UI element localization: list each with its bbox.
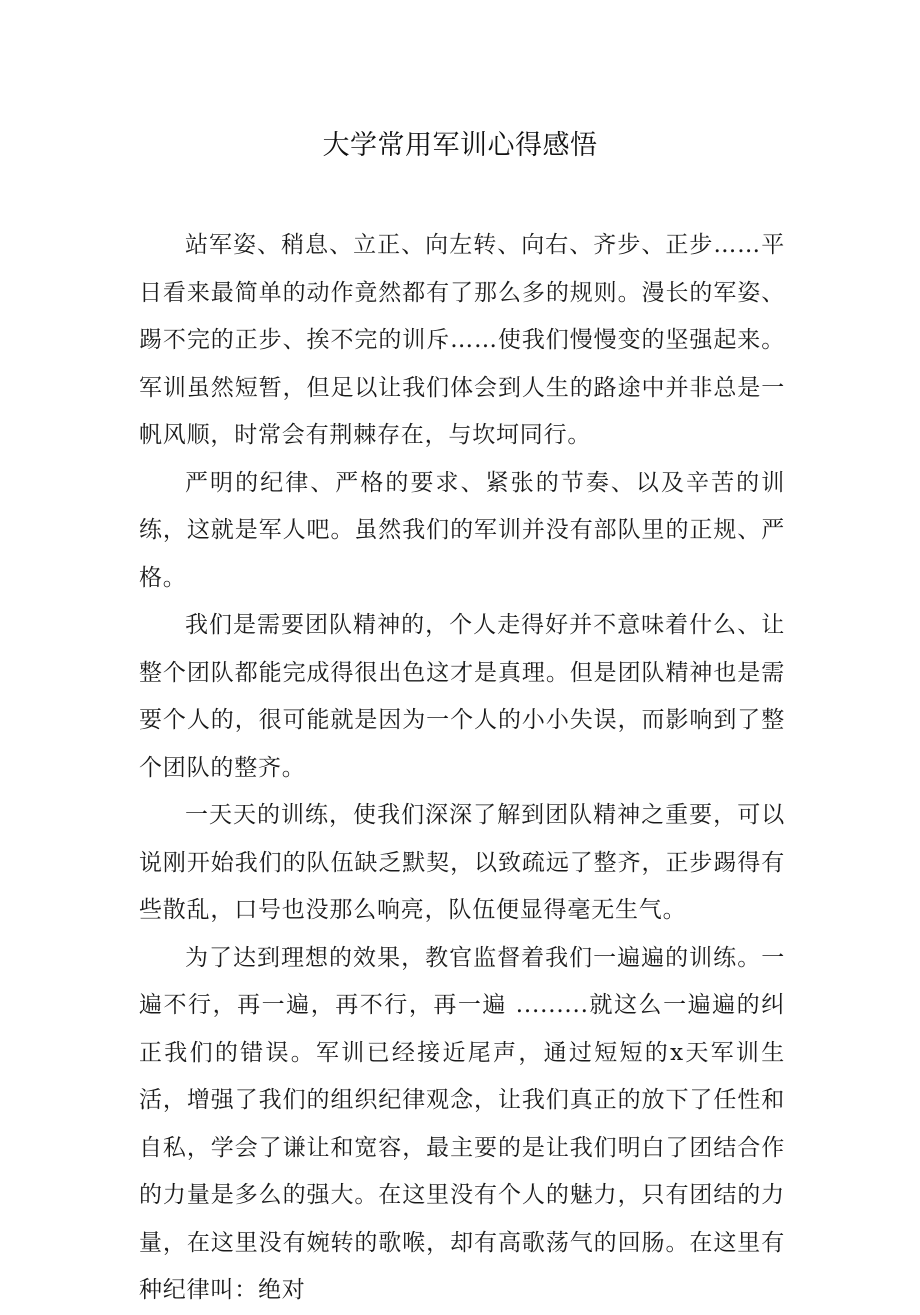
document-body [139, 222, 785, 1315]
paragraph-3: 我们是需要团队精神的，个人走得好并不意味着什么、让整个团队都能完成得很出色这才是真理。但是团队精神也是需要个人的，很可能就是因为一个人的小小失误，而影响到了整个团队的整齐。 [139, 612, 785, 781]
document-title: 大学常用军训心得感悟 [322, 130, 598, 161]
paragraph-2: 严明的纪律、严格的要求、紧张的节奏、以及辛苦的训练，这就是军人吧。虽然我们的军训并没有部队里的正规、严格。 [139, 469, 785, 591]
paragraph-4: 一天天的训练，使我们深深了解到团队精神之重要，可以说刚开始我们的队伍缺乏默契，以致疏远了整齐，正步踢得有些散乱，口号也没那么响亮，队伍便显得毫无生气。 [139, 802, 785, 923]
paragraph-1: 站军姿、稍息、立正、向左转、向右、齐步、正步……平日看来最简单的动作竟然都有了那么多的规则。漫长的军姿、踢不完的正步、挨不完的训斥……使我们慢慢变的坚强起来。军训虽然短暂，但足以让我们体会到人生的路途中并非总是一帆风顺，时常会有荆棘存在，与坎坷同行。 [139, 232, 785, 448]
paragraph-5: 为了达到理想的效果，教官监督着我们一遍遍的训练。一遍不行，再一遍，再不行，再一遍 .........就这么一遍遍的纠正我们的错误。军训已经接近尾声，通过短短的x天军训生活，增强了我们的组织纪律观念，让我们真正的放下了任性和自私，学会了谦让和宽容，最主要的是让我们明白了团结合作的力量是多么的强大。在这里没有个人的魅力，只有团结的力量，在这里没有婉转的歌喉，却有高歌荡气的回肠。在这里有种纪律叫：绝对 [139, 944, 785, 1303]
